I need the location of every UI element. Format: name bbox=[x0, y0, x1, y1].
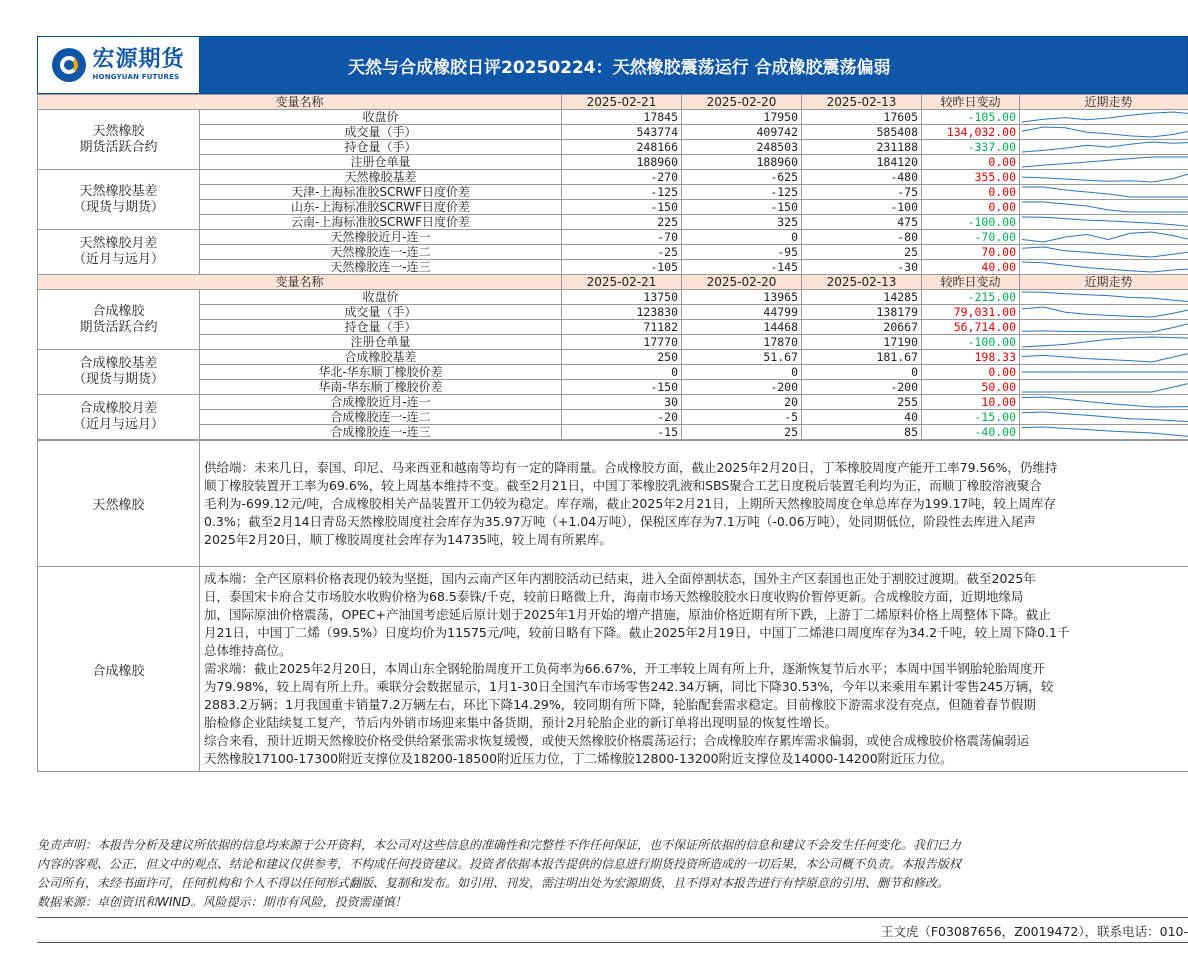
value-cell: -95 bbox=[682, 245, 802, 260]
table-row bbox=[38, 350, 1188, 365]
text-line: 数据来源：卓创资讯和WIND。风险提示：期市有风险，投资需谨慎！ bbox=[37, 895, 407, 909]
value-cell: 14468 bbox=[682, 320, 802, 335]
value-cell: -75 bbox=[802, 185, 922, 200]
sparkline-svg bbox=[1020, 200, 1188, 214]
logo-emblem-icon bbox=[52, 48, 86, 82]
value-cell: 44799 bbox=[682, 305, 802, 320]
change-cell: 70.00 bbox=[922, 245, 1020, 260]
change-cell: 56,714.00 bbox=[922, 320, 1020, 335]
trend-sparkline bbox=[1020, 395, 1188, 410]
sparkline-line bbox=[1022, 247, 1188, 257]
change-cell: 0.00 bbox=[922, 365, 1020, 380]
column-header-d2: 2025-02-20 bbox=[682, 95, 802, 110]
sparkline-svg bbox=[1020, 260, 1188, 274]
table-row bbox=[38, 290, 1188, 305]
variable-name: 华北-华东顺丁橡胶价差 bbox=[200, 365, 562, 380]
text-line: 供给端：未来几日，泰国、印尼、马来西亚和越南等均有一定的降雨量。合成橡胶方面，截止2025年2月20日，丁苯橡胶周度产能开工率79.56%，仍维持 bbox=[204, 459, 1058, 475]
value-cell: 71182 bbox=[562, 320, 682, 335]
trend-sparkline bbox=[1020, 110, 1188, 125]
table-row bbox=[38, 410, 1188, 425]
sparkline-svg bbox=[1020, 380, 1188, 394]
sparkline-svg bbox=[1020, 290, 1188, 304]
column-header-d2: 2025-02-20 bbox=[682, 275, 802, 290]
text-line: 2025年2月20日，顺丁橡胶周度社会库存为14735吨，较上周有所累库。 bbox=[204, 531, 612, 547]
text-line: 天然橡胶17100-17300附近支撑位及18200-18500附近压力位，丁二烯橡胶12800-13200附近支撑位及14000-14200附近压力位。 bbox=[204, 751, 953, 766]
group-label: 天然橡胶 期货活跃合约 bbox=[38, 110, 200, 170]
sparkline-line bbox=[1022, 142, 1188, 152]
table-row bbox=[38, 320, 1188, 335]
text-line: 内容的客观、公正，但文中的观点、结论和建议仅供参考，不构成任何投资建议。投资者依据本报告提供的信息进行期货投资所造成的一切后果，本公司概不负责。本报告版权 bbox=[37, 857, 962, 871]
variable-name: 合成橡胶近月-连一 bbox=[200, 395, 562, 410]
table-row bbox=[38, 395, 1188, 410]
change-cell: -215.00 bbox=[922, 290, 1020, 305]
text-line: 免责声明：本报告分析及建议所依据的信息均来源于公开资料，本公司对这些信息的准确性和完整性不作任何保证，也不保证所依据的信息和建议不会发生任何变化。我们已力 bbox=[37, 838, 962, 852]
value-cell: -80 bbox=[802, 230, 922, 245]
value-cell: -30 bbox=[802, 260, 922, 275]
sparkline-line bbox=[1022, 157, 1188, 167]
change-cell: -70.00 bbox=[922, 230, 1020, 245]
trend-sparkline bbox=[1020, 320, 1188, 335]
sparkline-line bbox=[1022, 262, 1188, 272]
value-cell: 20 bbox=[682, 395, 802, 410]
change-cell: 0.00 bbox=[922, 185, 1020, 200]
value-cell: 181.67 bbox=[802, 350, 922, 365]
value-cell: 13750 bbox=[562, 290, 682, 305]
variable-name: 持仓量（手） bbox=[200, 140, 562, 155]
change-cell: -105.00 bbox=[922, 110, 1020, 125]
change-cell: 134,032.00 bbox=[922, 125, 1020, 140]
trend-sparkline bbox=[1020, 305, 1188, 320]
trend-sparkline bbox=[1020, 290, 1188, 305]
sparkline-svg bbox=[1020, 230, 1188, 244]
sparkline-line bbox=[1022, 172, 1188, 182]
column-header-row bbox=[38, 95, 1188, 110]
value-cell: 0 bbox=[802, 365, 922, 380]
column-header-d1: 2025-02-21 bbox=[562, 275, 682, 290]
sparkline-line bbox=[1022, 397, 1188, 407]
column-header-d3: 2025-02-13 bbox=[802, 275, 922, 290]
value-cell: 17190 bbox=[802, 335, 922, 350]
sparkline-line bbox=[1022, 292, 1188, 302]
value-cell: 0 bbox=[682, 230, 802, 245]
value-cell: 40 bbox=[802, 410, 922, 425]
table-row bbox=[38, 335, 1188, 350]
value-cell: 248503 bbox=[682, 140, 802, 155]
data-table bbox=[37, 94, 1188, 440]
group-label: 天然橡胶月差 （近月与远月） bbox=[38, 230, 200, 275]
column-header-row bbox=[38, 275, 1188, 290]
sparkline-svg bbox=[1020, 170, 1188, 184]
text-line: 为79.98%，较上周有所上升。乘联分会数据显示，1月1-30日全国汽车市场零售242.34万辆，同比下降30.53%，今年以来乘用车累计零售245万辆，较 bbox=[204, 679, 1054, 694]
value-cell: -15 bbox=[562, 425, 682, 440]
trend-sparkline bbox=[1020, 365, 1188, 380]
sparkline-line bbox=[1022, 127, 1188, 137]
value-cell: -20 bbox=[562, 410, 682, 425]
value-cell: -150 bbox=[562, 200, 682, 215]
change-cell: -100.00 bbox=[922, 215, 1020, 230]
value-cell: 138179 bbox=[802, 305, 922, 320]
disclaimer bbox=[37, 836, 1188, 912]
value-cell: 0 bbox=[682, 365, 802, 380]
company-logo bbox=[38, 37, 200, 93]
trend-sparkline bbox=[1020, 425, 1188, 440]
change-cell: 0.00 bbox=[922, 155, 1020, 170]
variable-name: 持仓量（手） bbox=[200, 320, 562, 335]
variable-name: 合成橡胶连一-连三 bbox=[200, 425, 562, 440]
variable-name: 天然橡胶近月-连一 bbox=[200, 230, 562, 245]
sparkline-svg bbox=[1020, 245, 1188, 259]
text-line: 0.3%；截至2月14日青岛天然橡胶周度社会库存为35.97万吨（+1.04万吨），保税区库存为7.1万吨（-0.06万吨），处同期低位，阶段性去库进入尾声 bbox=[204, 513, 1036, 529]
group-label: 合成橡胶 期货活跃合约 bbox=[38, 290, 200, 350]
value-cell: 25 bbox=[802, 245, 922, 260]
report-header bbox=[37, 36, 1188, 94]
column-header-change: 较昨日变动 bbox=[922, 275, 1020, 290]
value-cell: -150 bbox=[562, 380, 682, 395]
sparkline-svg bbox=[1020, 215, 1188, 229]
column-header-d3: 2025-02-13 bbox=[802, 95, 922, 110]
report-title: 天然与合成橡胶日评20250224：天然橡胶震荡运行 合成橡胶震荡偏弱 bbox=[348, 57, 891, 78]
sparkline-svg bbox=[1020, 335, 1188, 349]
column-header-change: 较昨日变动 bbox=[922, 95, 1020, 110]
text-line: 综合来看，预计近期天然橡胶价格受供给紧张需求恢复缓慢，或使天然橡胶价格震荡运行；合成橡胶库存累库需求偏弱，或使合成橡胶价格震荡偏弱运 bbox=[204, 733, 1030, 748]
column-header-trend: 近期走势 bbox=[1020, 95, 1188, 110]
trend-sparkline bbox=[1020, 155, 1188, 170]
value-cell: 248166 bbox=[562, 140, 682, 155]
sparkline-svg bbox=[1020, 125, 1188, 139]
sparkline-svg bbox=[1020, 425, 1188, 439]
table-row bbox=[38, 155, 1188, 170]
table-row bbox=[38, 125, 1188, 140]
sparkline-svg bbox=[1020, 395, 1188, 409]
change-cell: 40.00 bbox=[922, 260, 1020, 275]
table-row bbox=[38, 140, 1188, 155]
variable-name: 合成橡胶连一-连二 bbox=[200, 410, 562, 425]
sparkline-svg bbox=[1020, 320, 1188, 334]
logo-cn-text: 宏源期货 bbox=[92, 47, 185, 72]
trend-sparkline bbox=[1020, 125, 1188, 140]
sparkline-line bbox=[1022, 427, 1188, 437]
sparkline-svg bbox=[1020, 185, 1188, 199]
table-row bbox=[38, 305, 1188, 320]
trend-sparkline bbox=[1020, 350, 1188, 365]
footer-bottom-divider bbox=[37, 942, 1188, 943]
table-row bbox=[38, 200, 1188, 215]
value-cell: 123830 bbox=[562, 305, 682, 320]
value-cell: 17870 bbox=[682, 335, 802, 350]
variable-name: 华南-华东顺丁橡胶价差 bbox=[200, 380, 562, 395]
value-cell: 51.67 bbox=[682, 350, 802, 365]
sparkline-line bbox=[1022, 217, 1188, 227]
table-row bbox=[38, 110, 1188, 125]
trend-sparkline bbox=[1020, 260, 1188, 275]
sparkline-line bbox=[1022, 352, 1188, 362]
text-line: 胎检修企业陆续复工复产，节后内外销市场迎来集中备货期，预计2月轮胎企业的新订单将出现明显的恢复性增长。 bbox=[204, 715, 837, 730]
sparkline-line bbox=[1022, 202, 1188, 212]
text-line: 成本端：全产区原料价格表现仍较为坚挺，国内云南产区年内割胶活动已结束，进入全面停割状态，国外主产区泰国也正处于割胶过渡期。截至2025年 bbox=[204, 571, 1036, 586]
change-cell: 79,031.00 bbox=[922, 305, 1020, 320]
table-row bbox=[38, 365, 1188, 380]
table-row bbox=[38, 215, 1188, 230]
value-cell: 188960 bbox=[682, 155, 802, 170]
footer-author: 王文虎（F03087656，Z0019472），联系电话：010- bbox=[880, 924, 1188, 939]
trend-sparkline bbox=[1020, 410, 1188, 425]
value-cell: 17770 bbox=[562, 335, 682, 350]
value-cell: 184120 bbox=[802, 155, 922, 170]
change-cell: -337.00 bbox=[922, 140, 1020, 155]
value-cell: 25 bbox=[682, 425, 802, 440]
value-cell: -105 bbox=[562, 260, 682, 275]
change-cell: -100.00 bbox=[922, 335, 1020, 350]
variable-name: 天然橡胶基差 bbox=[200, 170, 562, 185]
value-cell: -480 bbox=[802, 170, 922, 185]
variable-name: 天然橡胶连一-连三 bbox=[200, 260, 562, 275]
change-cell: 355.00 bbox=[922, 170, 1020, 185]
sparkline-svg bbox=[1020, 410, 1188, 424]
sparkline-line bbox=[1022, 412, 1188, 422]
change-cell: 0.00 bbox=[922, 200, 1020, 215]
change-cell: -15.00 bbox=[922, 410, 1020, 425]
value-cell: 255 bbox=[802, 395, 922, 410]
sparkline-svg bbox=[1020, 305, 1188, 319]
trend-sparkline bbox=[1020, 200, 1188, 215]
column-header-trend: 近期走势 bbox=[1020, 275, 1188, 290]
table-row bbox=[38, 170, 1188, 185]
value-cell: 543774 bbox=[562, 125, 682, 140]
variable-name: 天津-上海标准胶SCRWF日度价差 bbox=[200, 185, 562, 200]
table-row bbox=[38, 425, 1188, 440]
value-cell: 13965 bbox=[682, 290, 802, 305]
trend-sparkline bbox=[1020, 380, 1188, 395]
trend-sparkline bbox=[1020, 185, 1188, 200]
report-container bbox=[37, 36, 1188, 772]
variable-name: 成交量（手） bbox=[200, 305, 562, 320]
text-line: 顺丁橡胶装置开工率为69.6%，较上周基本维持不变。截至2月21日，中国丁苯橡胶乳液和SBS聚合工艺日度税后装置毛利均为正，而顺丁橡胶溶液聚合 bbox=[204, 477, 1042, 493]
change-cell: 50.00 bbox=[922, 380, 1020, 395]
value-cell: -625 bbox=[682, 170, 802, 185]
sparkline-svg bbox=[1020, 140, 1188, 154]
commentary-natural-rubber bbox=[200, 441, 1188, 567]
sparkline-line bbox=[1022, 337, 1188, 347]
value-cell: -25 bbox=[562, 245, 682, 260]
group-label: 合成橡胶基差 （现货与期货） bbox=[38, 350, 200, 395]
value-cell: 231188 bbox=[802, 140, 922, 155]
trend-sparkline bbox=[1020, 170, 1188, 185]
text-line: 2883.2万辆；1月我国重卡销量7.2万辆左右，环比下降14.29%，较同期有所下降，轮胎配套需求稳定。目前橡胶下游需求没有亮点，但随着春节假期 bbox=[204, 697, 1036, 712]
value-cell: -200 bbox=[682, 380, 802, 395]
table-row bbox=[38, 230, 1188, 245]
value-cell: 585408 bbox=[802, 125, 922, 140]
trend-sparkline bbox=[1020, 230, 1188, 245]
sparkline-svg bbox=[1020, 110, 1188, 124]
text-line: 公司所有，未经书面许可，任何机构和个人不得以任何形式翻版、复制和发布。如引用、刊发，需注明出处为宏源期货，且不得对本报告进行有悖原意的引用、删节和修改。 bbox=[37, 876, 950, 890]
value-cell: 409742 bbox=[682, 125, 802, 140]
sparkline-line bbox=[1022, 112, 1188, 122]
value-cell: -125 bbox=[682, 185, 802, 200]
value-cell: 475 bbox=[802, 215, 922, 230]
commentary-label-synthetic-rubber: 合成橡胶 bbox=[38, 567, 200, 772]
value-cell: 225 bbox=[562, 215, 682, 230]
table-row bbox=[38, 380, 1188, 395]
commentary-label-natural-rubber: 天然橡胶 bbox=[38, 441, 200, 567]
variable-name: 收盘价 bbox=[200, 110, 562, 125]
value-cell: -100 bbox=[802, 200, 922, 215]
value-cell: 188960 bbox=[562, 155, 682, 170]
column-header-variable: 变量名称 bbox=[38, 95, 562, 110]
value-cell: 14285 bbox=[802, 290, 922, 305]
variable-name: 云南-上海标准胶SCRWF日度价差 bbox=[200, 215, 562, 230]
text-line: 需求端：截止2025年2月20日，本周山东全钢轮胎周度开工负荷率为66.67%，开工率较上周有所上升，逐渐恢复节后水平；本周中国半钢胎轮胎周度开 bbox=[204, 661, 1045, 676]
logo-en-text: HONGYUAN FUTURES bbox=[92, 73, 180, 81]
sparkline-line bbox=[1022, 232, 1188, 242]
trend-sparkline bbox=[1020, 140, 1188, 155]
value-cell: 17605 bbox=[802, 110, 922, 125]
sparkline-line bbox=[1022, 382, 1188, 392]
value-cell: 0 bbox=[562, 365, 682, 380]
variable-name: 注册仓单量 bbox=[200, 335, 562, 350]
value-cell: -5 bbox=[682, 410, 802, 425]
commentary-table bbox=[37, 440, 1188, 772]
change-cell: 10.00 bbox=[922, 395, 1020, 410]
sparkline-line bbox=[1022, 187, 1188, 197]
variable-name: 天然橡胶连一-连二 bbox=[200, 245, 562, 260]
variable-name: 收盘价 bbox=[200, 290, 562, 305]
value-cell: -200 bbox=[802, 380, 922, 395]
value-cell: 250 bbox=[562, 350, 682, 365]
column-header-d1: 2025-02-21 bbox=[562, 95, 682, 110]
text-line: 总体维持高位。 bbox=[204, 643, 292, 658]
group-label: 合成橡胶月差 （近月与远月） bbox=[38, 395, 200, 440]
variable-name: 成交量（手） bbox=[200, 125, 562, 140]
change-cell: 198.33 bbox=[922, 350, 1020, 365]
value-cell: -70 bbox=[562, 230, 682, 245]
value-cell: -125 bbox=[562, 185, 682, 200]
text-line: 日，泰国宋卡府合艾市场胶水收购价格为68.5泰铢/千克，较前日略微上升，海南市场天然橡胶胶水日度收购价暂停更新。合成橡胶方面，近期地缘局 bbox=[204, 589, 1024, 604]
table-row bbox=[38, 185, 1188, 200]
sparkline-svg bbox=[1020, 155, 1188, 169]
text-line: 加，国际原油价格震荡，OPEC+产油国考虑延后原计划于2025年1月开始的增产措施，原油价格近期有所下跌，上游丁二烯原料价格上周整体下降。截止 bbox=[204, 607, 1051, 622]
trend-sparkline bbox=[1020, 215, 1188, 230]
group-label: 天然橡胶基差 （现货与期货） bbox=[38, 170, 200, 230]
value-cell: 30 bbox=[562, 395, 682, 410]
sparkline-svg bbox=[1020, 365, 1188, 379]
value-cell: 85 bbox=[802, 425, 922, 440]
variable-name: 合成橡胶基差 bbox=[200, 350, 562, 365]
value-cell: 17950 bbox=[682, 110, 802, 125]
value-cell: -145 bbox=[682, 260, 802, 275]
value-cell: 20667 bbox=[802, 320, 922, 335]
sparkline-line bbox=[1022, 307, 1188, 317]
sparkline-line bbox=[1022, 322, 1188, 332]
text-line: 毛利为-699.12元/吨，合成橡胶相关产品装置开工仍较为稳定。库存端，截止2025年2月21日，上期所天然橡胶周度仓单总库存为199.17吨，较上周库存 bbox=[204, 495, 1056, 511]
variable-name: 注册仓单量 bbox=[200, 155, 562, 170]
text-line: 月21日，中国丁二烯（99.5%）日度均价为11575元/吨，较前日略有下降。截止2025年2月19日，中国丁二烯港口周度库存为34.2千吨，较上周下降0.1千 bbox=[204, 625, 1070, 640]
value-cell: -270 bbox=[562, 170, 682, 185]
value-cell: 17845 bbox=[562, 110, 682, 125]
value-cell: -150 bbox=[682, 200, 802, 215]
value-cell: 325 bbox=[682, 215, 802, 230]
variable-name: 山东-上海标准胶SCRWF日度价差 bbox=[200, 200, 562, 215]
trend-sparkline bbox=[1020, 245, 1188, 260]
trend-sparkline bbox=[1020, 335, 1188, 350]
change-cell: -40.00 bbox=[922, 425, 1020, 440]
sparkline-svg bbox=[1020, 350, 1188, 364]
table-row bbox=[38, 260, 1188, 275]
footer-divider bbox=[37, 917, 1188, 918]
column-header-variable: 变量名称 bbox=[38, 275, 562, 290]
table-row bbox=[38, 245, 1188, 260]
commentary-synthetic-rubber bbox=[200, 567, 1188, 772]
